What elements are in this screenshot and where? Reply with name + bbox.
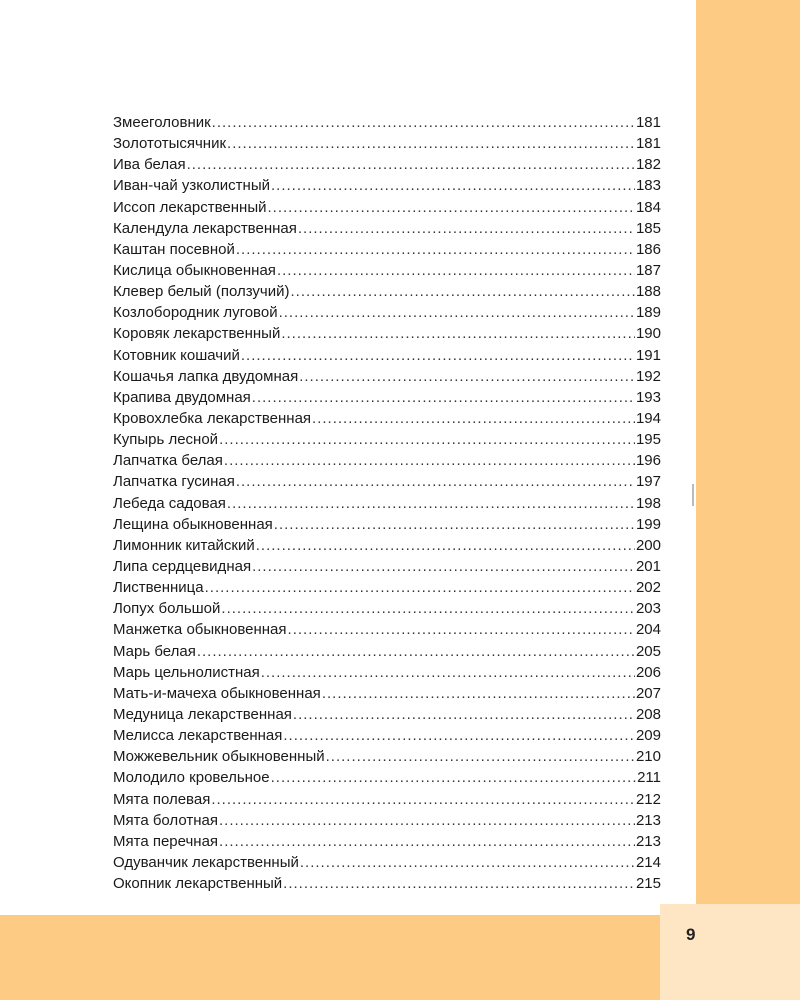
toc-entry-title: Иссоп лекарственный	[113, 198, 267, 216]
dot-leader	[279, 302, 635, 323]
toc-entry-title: Козлобородник луговой	[113, 304, 278, 322]
toc-entry	[113, 704, 661, 725]
dot-leader	[219, 831, 635, 852]
dot-leader	[205, 577, 635, 598]
toc-entry-title: Мать-и-мачеха обыкновенная	[113, 684, 321, 702]
dot-leader	[252, 556, 635, 577]
toc-entry-title: Лебеда садовая	[113, 494, 226, 512]
toc-entry	[113, 598, 661, 619]
toc-entry-title: Котовник кошачий	[113, 346, 240, 364]
toc-entry	[113, 387, 661, 408]
dot-leader	[271, 767, 636, 788]
toc-entry-page: 209	[635, 727, 661, 745]
toc-entry-page: 199	[635, 515, 661, 533]
toc-entry-title: Окопник лекарственный	[113, 875, 283, 893]
toc-entry-title: Лещина обыкновенная	[113, 515, 273, 533]
toc-entry-page: 187	[635, 261, 661, 279]
toc-entry-title: Лапчатка белая	[113, 452, 223, 470]
toc-entry-title: Молодило кровельное	[113, 769, 270, 787]
toc-entry	[113, 218, 661, 239]
toc-entry-page: 200	[635, 536, 661, 554]
dot-leader	[291, 281, 635, 302]
toc-entry-title: Манжетка обыкновенная	[113, 621, 287, 639]
toc-entry	[113, 831, 661, 852]
dot-leader	[283, 725, 635, 746]
toc-entry-page: 185	[635, 219, 661, 237]
toc-entry	[113, 450, 661, 471]
toc-entry-title: Кровохлебка лекарственная	[113, 409, 312, 427]
toc-entry-page: 210	[635, 748, 661, 766]
toc-entry-page: 194	[635, 409, 661, 427]
dot-leader	[224, 450, 635, 471]
toc-entry	[113, 197, 661, 218]
toc-entry	[113, 556, 661, 577]
toc-entry-title: Кошачья лапка двудомная	[113, 367, 299, 385]
toc-entry-page: 201	[635, 557, 661, 575]
page-number: 9	[686, 925, 696, 944]
toc-entry-page: 214	[635, 853, 661, 871]
toc-entry-title: Календула лекарственная	[113, 219, 297, 237]
dot-leader	[219, 429, 635, 450]
binding-mark	[692, 484, 694, 506]
dot-leader	[197, 641, 635, 662]
toc-entry-page: 183	[635, 177, 661, 195]
dot-leader	[187, 154, 635, 175]
toc-entry-title: Лиственница	[113, 579, 204, 597]
toc-entry-page: 186	[635, 240, 661, 258]
dot-leader	[236, 471, 635, 492]
toc-entry	[113, 429, 661, 450]
toc-entry-title: Каштан посевной	[113, 240, 235, 258]
toc-entry-page: 190	[635, 325, 661, 343]
page-number-box	[660, 904, 800, 1000]
dot-leader	[268, 197, 635, 218]
toc-entry	[113, 493, 661, 514]
toc-entry	[113, 767, 661, 788]
dot-leader	[300, 852, 635, 873]
toc-entry	[113, 302, 661, 323]
toc-entry	[113, 810, 661, 831]
dot-leader	[252, 387, 635, 408]
dot-leader	[261, 662, 635, 683]
toc-entry-title: Лопух большой	[113, 600, 221, 618]
toc-entry	[113, 239, 661, 260]
dot-leader	[299, 366, 635, 387]
toc-entry	[113, 683, 661, 704]
toc-entry-page: 198	[635, 494, 661, 512]
toc-entry-title: Одуванчик лекарственный	[113, 853, 299, 871]
toc-entry	[113, 260, 661, 281]
dot-leader	[322, 683, 635, 704]
dot-leader	[283, 873, 635, 894]
dot-leader	[211, 789, 635, 810]
toc-entry	[113, 725, 661, 746]
toc-entry-page: 188	[635, 283, 661, 301]
toc-entry	[113, 345, 661, 366]
toc-entry-title: Ива белая	[113, 156, 186, 174]
toc-entry-title: Клевер белый (ползучий)	[113, 283, 290, 301]
dot-leader	[236, 239, 635, 260]
toc-entry	[113, 852, 661, 873]
toc-entry-title: Иван-чай узколистный	[113, 177, 270, 195]
toc-entry-title: Золототысячник	[113, 135, 227, 153]
toc-entry-page: 207	[635, 684, 661, 702]
toc-entry	[113, 366, 661, 387]
toc-entry	[113, 112, 661, 133]
toc-entry	[113, 154, 661, 175]
toc-entry-page: 213	[635, 832, 661, 850]
toc-entry	[113, 789, 661, 810]
table-of-contents	[113, 112, 661, 894]
toc-entry-page: 192	[635, 367, 661, 385]
toc-entry-title: Мята полевая	[113, 790, 211, 808]
dot-leader	[288, 619, 635, 640]
toc-entry	[113, 408, 661, 429]
dot-leader	[271, 175, 635, 196]
dot-leader	[221, 598, 635, 619]
toc-entry-page: 215	[635, 875, 661, 893]
toc-entry	[113, 323, 661, 344]
dot-leader	[241, 345, 635, 366]
toc-entry-page: 182	[635, 156, 661, 174]
toc-entry	[113, 514, 661, 535]
toc-entry	[113, 662, 661, 683]
dot-leader	[227, 133, 635, 154]
toc-entry-page: 208	[635, 705, 661, 723]
dot-leader	[227, 493, 635, 514]
dot-leader	[256, 535, 635, 556]
toc-entry	[113, 133, 661, 154]
toc-entry-page: 202	[635, 579, 661, 597]
toc-entry-title: Марь белая	[113, 642, 196, 660]
toc-entry-page: 204	[635, 621, 661, 639]
toc-entry-title: Мята болотная	[113, 811, 218, 829]
toc-entry-page: 196	[635, 452, 661, 470]
dot-leader	[298, 218, 635, 239]
toc-entry-page: 193	[635, 388, 661, 406]
toc-entry-page: 211	[637, 769, 661, 787]
toc-entry-page: 181	[635, 114, 661, 131]
toc-entry-title: Лимонник китайский	[113, 536, 255, 554]
toc-entry-title: Крапива двудомная	[113, 388, 251, 406]
dot-leader	[326, 746, 635, 767]
dot-leader	[293, 704, 635, 725]
toc-entry	[113, 746, 661, 767]
toc-entry-page: 213	[635, 811, 661, 829]
toc-entry-title: Медуница лекарственная	[113, 705, 292, 723]
toc-entry-page: 203	[635, 600, 661, 618]
toc-entry	[113, 281, 661, 302]
dot-leader	[312, 408, 635, 429]
toc-entry-title: Марь цельнолистная	[113, 663, 260, 681]
toc-entry-title: Лапчатка гусиная	[113, 473, 235, 491]
toc-entry-title: Купырь лесной	[113, 431, 219, 449]
dot-leader	[281, 323, 635, 344]
toc-entry	[113, 535, 661, 556]
toc-entry-title: Мелисса лекарственная	[113, 727, 283, 745]
toc-entry-title: Кислица обыкновенная	[113, 261, 276, 279]
toc-entry	[113, 471, 661, 492]
toc-entry	[113, 641, 661, 662]
toc-entry-title: Можжевельник обыкновенный	[113, 748, 325, 766]
dot-leader	[219, 810, 635, 831]
toc-entry-page: 197	[635, 473, 661, 491]
right-color-band	[696, 0, 800, 1000]
toc-entry	[113, 175, 661, 196]
toc-entry-title: Змееголовник	[113, 114, 211, 131]
toc-entry-page: 195	[635, 431, 661, 449]
dot-leader	[274, 514, 635, 535]
toc-entry-page: 206	[635, 663, 661, 681]
toc-entry	[113, 873, 661, 894]
toc-entry-page: 205	[635, 642, 661, 660]
toc-entry-page: 181	[635, 135, 661, 153]
toc-entry-title: Коровяк лекарственный	[113, 325, 281, 343]
toc-entry	[113, 577, 661, 598]
toc-entry-title: Липа сердцевидная	[113, 557, 252, 575]
toc-entry-page: 191	[635, 346, 661, 364]
dot-leader	[277, 260, 635, 281]
toc-entry-page: 212	[635, 790, 661, 808]
toc-entry-title: Мята перечная	[113, 832, 219, 850]
dot-leader	[212, 112, 635, 133]
toc-entry	[113, 619, 661, 640]
toc-entry-page: 184	[635, 198, 661, 216]
toc-entry-page: 189	[635, 304, 661, 322]
